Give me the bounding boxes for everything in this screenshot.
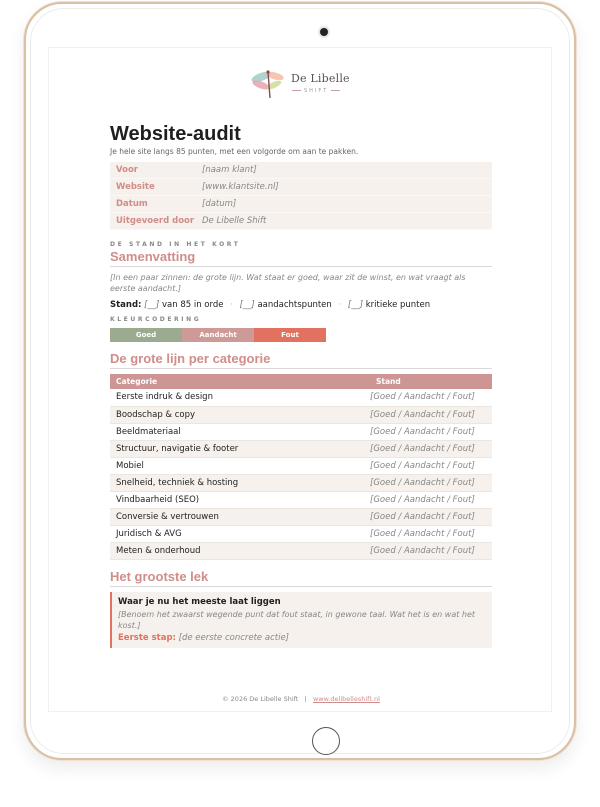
brand-sub: SHIFT xyxy=(289,88,343,94)
table-row xyxy=(110,457,492,474)
meta-row xyxy=(110,179,492,196)
meta-value: [datum] xyxy=(202,199,237,209)
meta-key: Website xyxy=(116,182,155,192)
leak-step-value: [de eerste concrete actie] xyxy=(178,633,289,643)
leak-step-label: Eerste stap: xyxy=(118,633,176,643)
brand-logo xyxy=(249,66,359,100)
separator: · xyxy=(338,300,342,310)
dragonfly-icon xyxy=(249,66,289,100)
footer-link[interactable]: www.delibelleshift.nl xyxy=(312,695,380,703)
table-row xyxy=(110,406,492,423)
table-row xyxy=(110,542,492,559)
leak-heading: Het grootste lek xyxy=(110,569,492,587)
page-title: Website-audit xyxy=(110,123,241,145)
meta-key: Datum xyxy=(116,199,148,209)
category-name: Structuur, navigatie & footer xyxy=(110,440,370,457)
meta-value: [www.klantsite.nl] xyxy=(202,182,279,192)
meta-table xyxy=(110,162,492,230)
table-header xyxy=(110,374,492,389)
leak-body: [Benoem het zwaarst wegende punt dat fout staat, in gewone taal. Wat het is en wat het kost.] xyxy=(118,610,476,630)
blank-field: [__] xyxy=(347,300,364,310)
category-name: Vindbaarheid (SEO) xyxy=(110,491,370,508)
camera-icon xyxy=(320,28,328,36)
category-name: Meten & onderhoud xyxy=(110,542,370,559)
category-name: Eerste indruk & design xyxy=(110,389,370,406)
category-status: [Goed / Aandacht / Fout] xyxy=(370,525,492,542)
meta-value: De Libelle Shift xyxy=(202,216,267,226)
status-kritiek: kritieke punten xyxy=(365,300,431,310)
category-name: Juridisch & AVG xyxy=(110,525,370,542)
legend-fout: Fout xyxy=(254,328,326,342)
color-legend xyxy=(110,328,326,342)
category-name: Conversie & vertrouwen xyxy=(110,508,370,525)
footer-copyright: © 2026 De Libelle Shift xyxy=(222,695,299,703)
meta-row xyxy=(110,162,492,179)
blank-field: [__] xyxy=(239,300,255,310)
column-header-category: Categorie xyxy=(110,374,370,389)
category-name: Mobiel xyxy=(110,457,370,474)
category-status: [Goed / Aandacht / Fout] xyxy=(370,542,492,559)
status-line xyxy=(110,300,430,310)
category-status: [Goed / Aandacht / Fout] xyxy=(370,474,492,491)
category-status: [Goed / Aandacht / Fout] xyxy=(370,423,492,440)
meta-row xyxy=(110,196,492,213)
table-row xyxy=(110,440,492,457)
category-status: [Goed / Aandacht / Fout] xyxy=(370,491,492,508)
category-status: [Goed / Aandacht / Fout] xyxy=(370,440,492,457)
legend-aandacht: Aandacht xyxy=(182,328,254,342)
column-header-status: Stand xyxy=(370,374,492,389)
summary-heading: Samenvatting xyxy=(110,249,492,267)
screen xyxy=(48,47,552,712)
meta-key: Voor xyxy=(116,165,138,175)
category-status: [Goed / Aandacht / Fout] xyxy=(370,457,492,474)
footer xyxy=(49,695,552,703)
table-row xyxy=(110,508,492,525)
category-name: Beeldmateriaal xyxy=(110,423,370,440)
table-row xyxy=(110,474,492,491)
category-table xyxy=(110,374,492,560)
table-row xyxy=(110,423,492,440)
table-row xyxy=(110,389,492,406)
category-name: Boodschap & copy xyxy=(110,406,370,423)
brand-name: De Libelle xyxy=(291,72,350,85)
legend-goed: Goed xyxy=(110,328,182,342)
summary-intro: [In een paar zinnen: de grote lijn. Wat staat er goed, waar zit de winst, en wat vraagt als eerste aandacht.] xyxy=(110,273,466,293)
meta-value: [naam klant] xyxy=(202,165,257,175)
meta-row xyxy=(110,213,492,230)
categories-heading: De grote lijn per categorie xyxy=(110,351,492,369)
leak-step xyxy=(118,633,485,643)
leak-callout xyxy=(110,592,492,648)
status-aandacht: aandachtspunten xyxy=(257,300,332,310)
table-row xyxy=(110,491,492,508)
home-button[interactable] xyxy=(312,727,340,755)
category-name: Snelheid, techniek & hosting xyxy=(110,474,370,491)
table-row xyxy=(110,525,492,542)
legend-kicker: KLEURCODERING xyxy=(110,316,202,323)
separator: · xyxy=(230,300,233,310)
category-status: [Goed / Aandacht / Fout] xyxy=(370,406,492,423)
meta-key: Uitgevoerd door xyxy=(116,216,195,226)
blank-field: [__] xyxy=(144,300,160,310)
footer-divider: | xyxy=(304,695,307,703)
leak-title: Waar je nu het meeste laat liggen xyxy=(118,597,281,607)
status-in-orde: van 85 in orde xyxy=(162,300,224,310)
category-status: [Goed / Aandacht / Fout] xyxy=(370,389,492,406)
page-subtitle: Je hele site langs 85 punten, met een volgorde om aan te pakken. xyxy=(110,147,359,156)
status-label: Stand: xyxy=(110,300,142,310)
category-status: [Goed / Aandacht / Fout] xyxy=(370,508,492,525)
summary-kicker: DE STAND IN HET KORT xyxy=(110,241,241,248)
